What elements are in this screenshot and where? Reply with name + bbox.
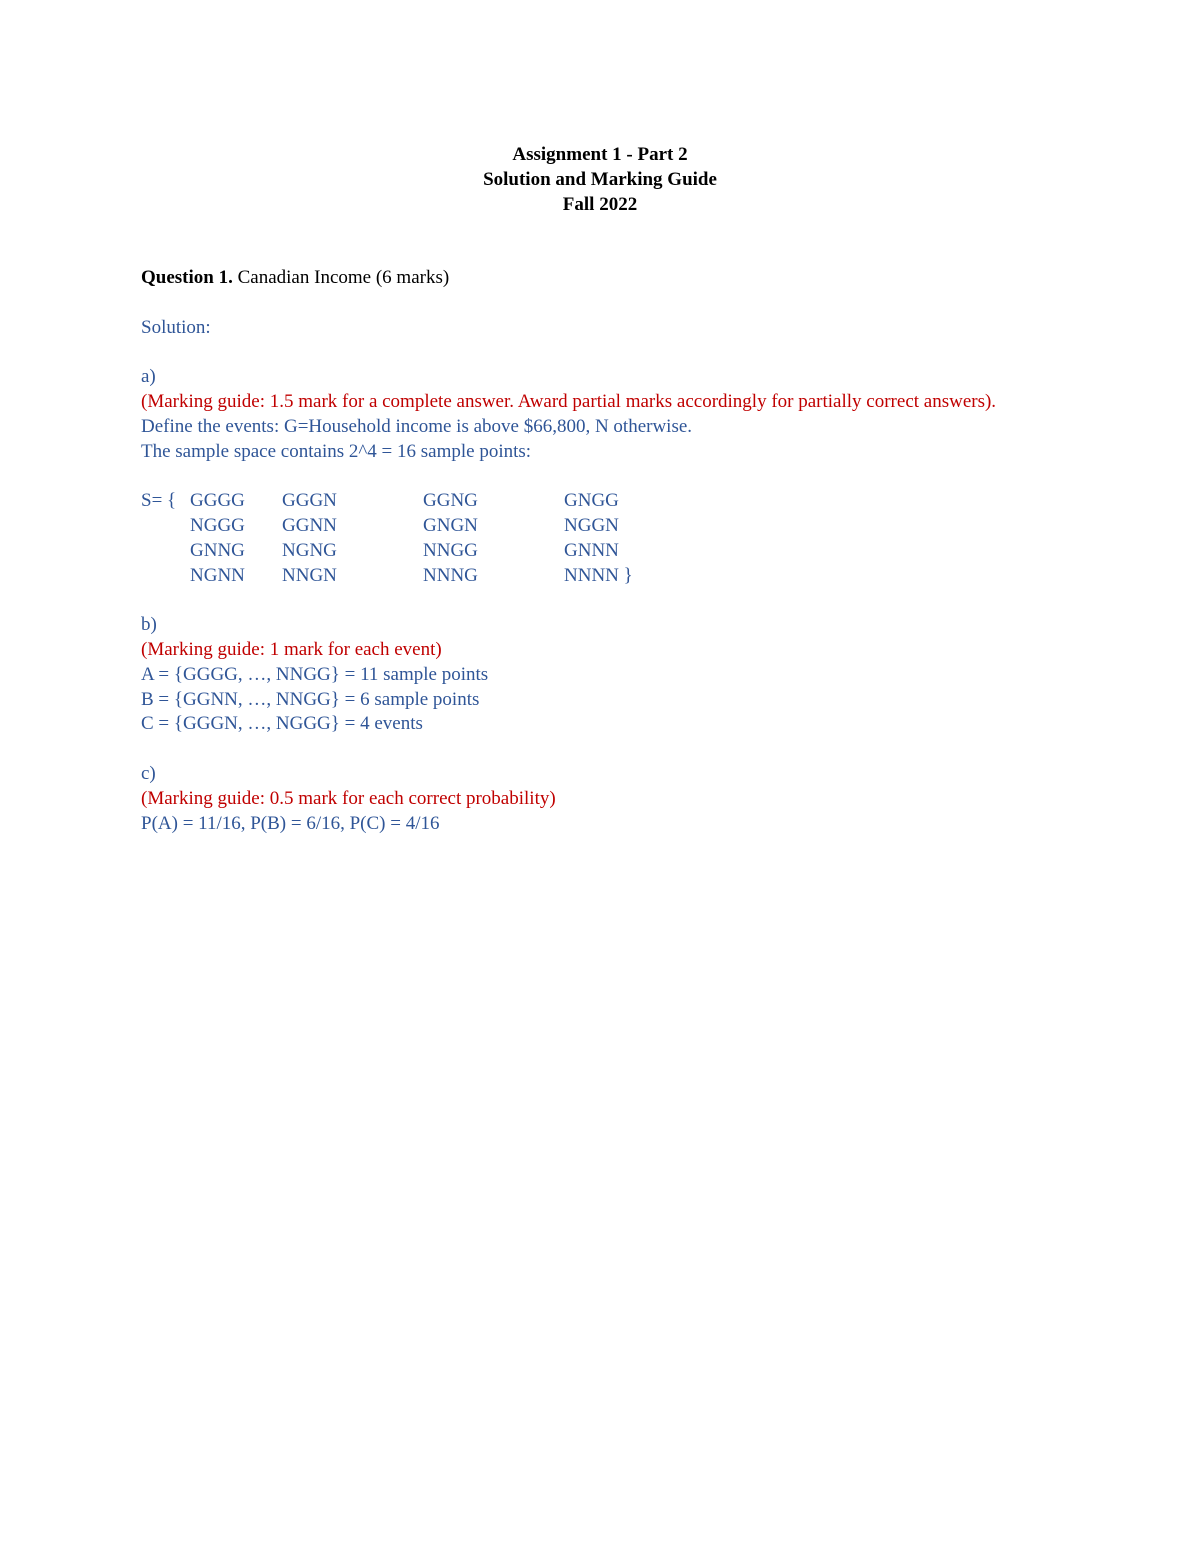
sample-point: GNNG xyxy=(190,539,245,561)
sample-space-row xyxy=(141,539,1041,564)
sample-point: GGNG xyxy=(423,490,478,512)
sample-point: NGGG xyxy=(190,514,245,536)
question-label: Question 1. xyxy=(141,267,233,288)
event-a: A = {GGGG, …, NNGG} = 11 sample points xyxy=(141,663,489,685)
event-c: C = {GGGN, …, NGGG} = 4 events xyxy=(141,713,423,735)
part-b-label: b) xyxy=(141,614,157,636)
question-heading xyxy=(141,266,1041,291)
part-a-define-events: Define the events: G=Household income is above $66,800, N otherwise. xyxy=(141,415,693,437)
part-a-label: a) xyxy=(141,366,156,388)
part-b-marking-guide: (Marking guide: 1 mark for each event) xyxy=(141,638,442,660)
sample-point: GNNN xyxy=(564,539,619,561)
sample-point: GNGN xyxy=(423,514,478,536)
part-a-sample-space: The sample space contains 2^4 = 16 sample points: xyxy=(141,440,532,462)
document-header xyxy=(0,142,1200,217)
sample-point: GGNN xyxy=(282,514,337,536)
sample-point: NNGG xyxy=(423,539,478,561)
sample-space-row xyxy=(141,514,1041,539)
part-c-answer: P(A) = 11/16, P(B) = 6/16, P(C) = 4/16 xyxy=(141,812,440,834)
sample-space-row xyxy=(141,564,1041,589)
sample-space-row xyxy=(141,489,1041,514)
sample-point: GNGG xyxy=(564,490,619,512)
question-text: Canadian Income (6 marks) xyxy=(232,267,450,288)
sample-point: NGGN xyxy=(564,514,619,536)
sample-point: GGGG xyxy=(190,490,245,512)
event-b: B = {GGNN, …, NNGG} = 6 sample points xyxy=(141,688,480,710)
sample-point: GGGN xyxy=(282,490,337,512)
assignment-term: Fall 2022 xyxy=(562,194,638,215)
sample-point: NGNG xyxy=(282,539,337,561)
assignment-subtitle: Solution and Marking Guide xyxy=(483,169,717,190)
part-c-marking-guide: (Marking guide: 0.5 mark for each correct probability) xyxy=(141,787,556,809)
sample-point: NNGN xyxy=(282,564,337,586)
sample-point: NNNN } xyxy=(564,564,633,586)
sample-point: NNNG xyxy=(423,564,478,586)
solution-label: Solution: xyxy=(141,316,211,338)
set-prefix: S= { xyxy=(141,490,177,512)
sample-space-set xyxy=(141,489,1041,588)
part-a-marking-guide: (Marking guide: 1.5 mark for a complete answer. Award partial marks accordingly for partially correct answers). xyxy=(141,390,997,412)
sample-point: NGNN xyxy=(190,564,245,586)
document-body xyxy=(141,266,1041,836)
part-c-label: c) xyxy=(141,762,156,784)
assignment-title: Assignment 1 - Part 2 xyxy=(512,144,688,165)
